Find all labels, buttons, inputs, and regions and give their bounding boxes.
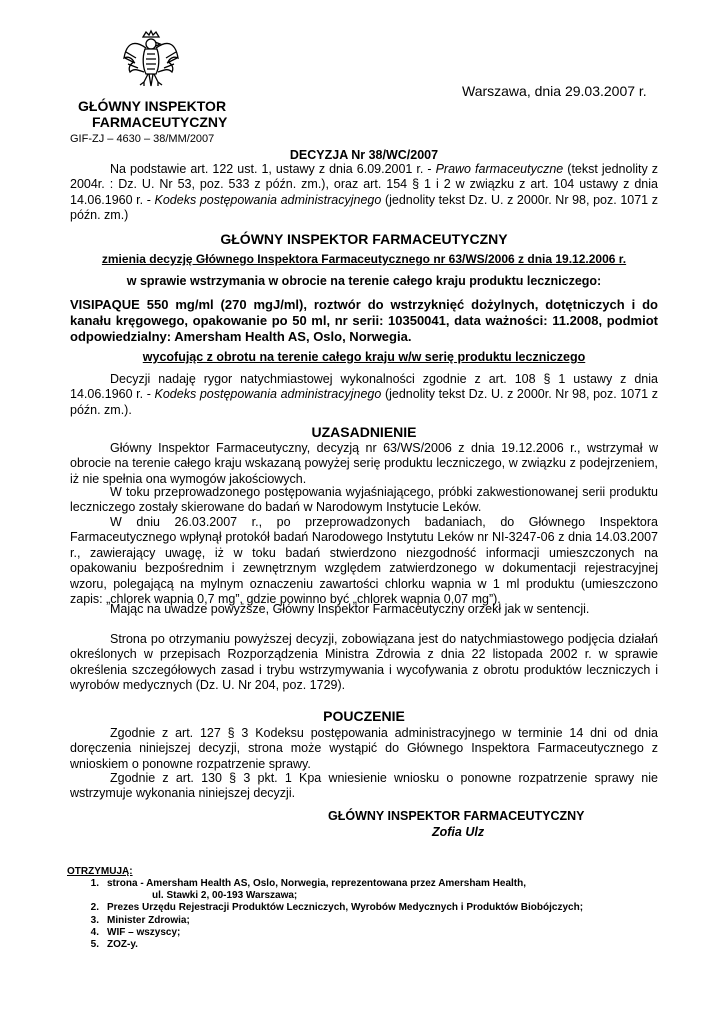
recipient-item [67, 890, 583, 902]
legal-basis-act-1: Prawo farmaceutyczne [435, 162, 564, 176]
justification-p5: Strona po otrzymaniu powyższej decyzji, zobowiązana jest do natychmiastowego podjęcia działań określonych w przepisach Rozporządzenia Ministra Zdrowia z dnia 22 listopada 2002 r. w sprawie określenia szczegółowych zasad i trybu wstrzymywania i wycofywania z obrotu produktów leczniczych i wyrobów medycznych (Dz. U. Nr 204, poz. 1729). [70, 632, 658, 693]
place-date: Warszawa, dnia 29.03.2007 r. [462, 83, 647, 99]
instruction-heading: POUCZENIE [323, 708, 405, 724]
recipient-number: 2. [90, 902, 99, 914]
justification-p4: Mając na uwadze powyższe, Główny Inspektor Farmaceutyczny orzekł jak w sentencji. [110, 602, 590, 616]
recipient-item [67, 878, 583, 890]
recipient-text: ul. Stawki 2, 00-193 Warszawa; [152, 890, 298, 902]
recipient-number: 5. [90, 939, 99, 951]
recipient-text: ZOZ-y. [107, 939, 138, 951]
eagle-emblem-icon [122, 28, 180, 92]
change-line: zmienia decyzję Głównego Inspektora Farmaceutycznego nr 63/WS/2006 z dnia 19.12.2006 r. [101, 252, 627, 266]
legal-basis-act-2: Kodeks postępowania administracyjnego [154, 192, 382, 207]
recipient-text: Minister Zdrowia; [107, 914, 190, 926]
legal-basis [70, 162, 658, 224]
rigor-act: Kodeks postępowania administracyjnego [154, 387, 382, 402]
recipient-number: 1. [90, 878, 99, 889]
justification-p2: W toku przeprowadzonego postępowania wyjaśniającego, próbki zakwestionowanej serii produktu leczniczego zostały skierowane do badań w Narodowym Instytucie Leków. [70, 485, 658, 515]
matter-line: w sprawie wstrzymania w obrocie na terenie całego kraju produktu leczniczego: [126, 274, 602, 288]
legal-basis-text-1: Na podstawie art. 122 ust. 1, ustawy z dnia 6.09.2001 r. - [110, 162, 436, 176]
recipients-list [67, 878, 583, 951]
recipient-text: strona - Amersham Health AS, Oslo, Norwegia, reprezentowana przez Amersham Health, [107, 878, 526, 889]
withdraw-line: wycofując z obrotu na terenie całego kraju w/w serię produktu leczniczego [142, 350, 586, 364]
justification-p3: W dniu 26.03.2007 r., po przeprowadzonych badaniach, do Głównego Inspektora Farmaceutycznego wpłynął protokół badań Narodowego Instytutu Leków nr NI-3247-06 z dnia 14.03.2007 r., zawierający uwagę, iż w toku badań stwierdzono niezgodność informacji umieszczonych na opakowaniu bezpośrednim i zewnętrznym względem zatwierdzonego w dokumentacji rejestracyjnej wzoru, polegającą na mylnym oznaczeniu zawartości chlorku wapnia w 1 ml produktu (umieszczono zapis: „chlorek wapnia 0,7 mg”, gdzie powinno być „chlorek wapnia 0,07 mg”). [70, 515, 658, 607]
signature-name: Zofia Ulz [432, 825, 485, 839]
recipient-item [67, 902, 583, 914]
signature-title: GŁÓWNY INSPEKTOR FARMACEUTYCZNY [328, 809, 585, 823]
rigor-text-1: Decyzji nadaję rygor natychmiastowej wykonalności zgodnie z art. 108 § 1 ustawy z dnia 14.06.1960 r. - [70, 372, 658, 402]
recipient-number: 3. [90, 914, 99, 926]
recipient-item [67, 927, 583, 939]
product-description: VISIPAQUE 550 mg/ml (270 mgJ/ml), roztwór do wstrzyknięć dożylnych, dotętniczych i do kanału kręgowego, opakowanie po 50 ml, nr serii: 10350041, data ważności: 11.2008, podmiot odpowiedzialny: Amersham Health AS, Oslo, Norwegia. [70, 297, 658, 344]
recipient-item [67, 939, 583, 951]
justification-p1: Główny Inspektor Farmaceutyczny, decyzją nr 63/WS/2006 z dnia 19.12.2006 r., wstrzymał w obrocie na terenie całego kraju wskazaną powyżej serię produktu leczniczego, w związku z podejrzeniem, iż nie spełnia ona wymogów jakościowych. [70, 441, 658, 486]
decision-heading: GŁÓWNY INSPEKTOR FARMACEUTYCZNY [220, 231, 508, 247]
rigor-paragraph [70, 372, 658, 418]
recipient-number [67, 890, 107, 902]
recipient-item [67, 915, 583, 927]
authority-line-1: GŁÓWNY INSPEKTOR [78, 98, 227, 114]
reference-number: GIF-ZJ – 4630 – 38/MM/2007 [70, 133, 215, 145]
instruction-p1: Zgodnie z art. 127 § 3 Kodeksu postępowania administracyjnego w terminie 14 dni od dnia doręczenia niniejszej decyzji, strona może wystąpić do Głównego Inspektora Farmaceutycznego z wnioskiem o ponowne rozpatrzenie sprawy. [70, 726, 658, 771]
recipient-number: 4. [90, 926, 99, 938]
rigor-text-2: (jednolity tekst Dz. U. z 2000r. Nr 98, poz. 1071 z późn. zm.). [70, 387, 658, 417]
decision-title: DECYZJA Nr 38/WC/2007 [289, 148, 439, 162]
legal-basis-text-3: (jednolity tekst Dz. U. z 2000r. Nr 98, poz. 1071 z późn. zm.) [70, 192, 658, 223]
recipient-text: WIF – wszyscy; [107, 926, 181, 938]
recipient-text: Prezes Urzędu Rejestracji Produktów Leczniczych, Wyrobów Medycznych i Produktów Biobójczych; [107, 902, 584, 914]
instruction-p2: Zgodnie z art. 130 § 3 pkt. 1 Kpa wniesienie wniosku o ponowne rozpatrzenie sprawy nie wstrzymuje wykonania niniejszej decyzji. [70, 771, 658, 801]
justification-heading: UZASADNIENIE [311, 424, 417, 440]
authority-line-2: FARMACEUTYCZNY [92, 114, 228, 130]
recipients-heading: OTRZYMUJĄ: [67, 866, 133, 877]
legal-basis-text-2: (tekst jednolity z 2004r. : Dz. U. Nr 53, poz. 533 z późn. zm.), oraz art. 154 § 1 i 2 w związku z art. 104 ustawy z dnia 14.06.1960 r. - [70, 162, 659, 207]
